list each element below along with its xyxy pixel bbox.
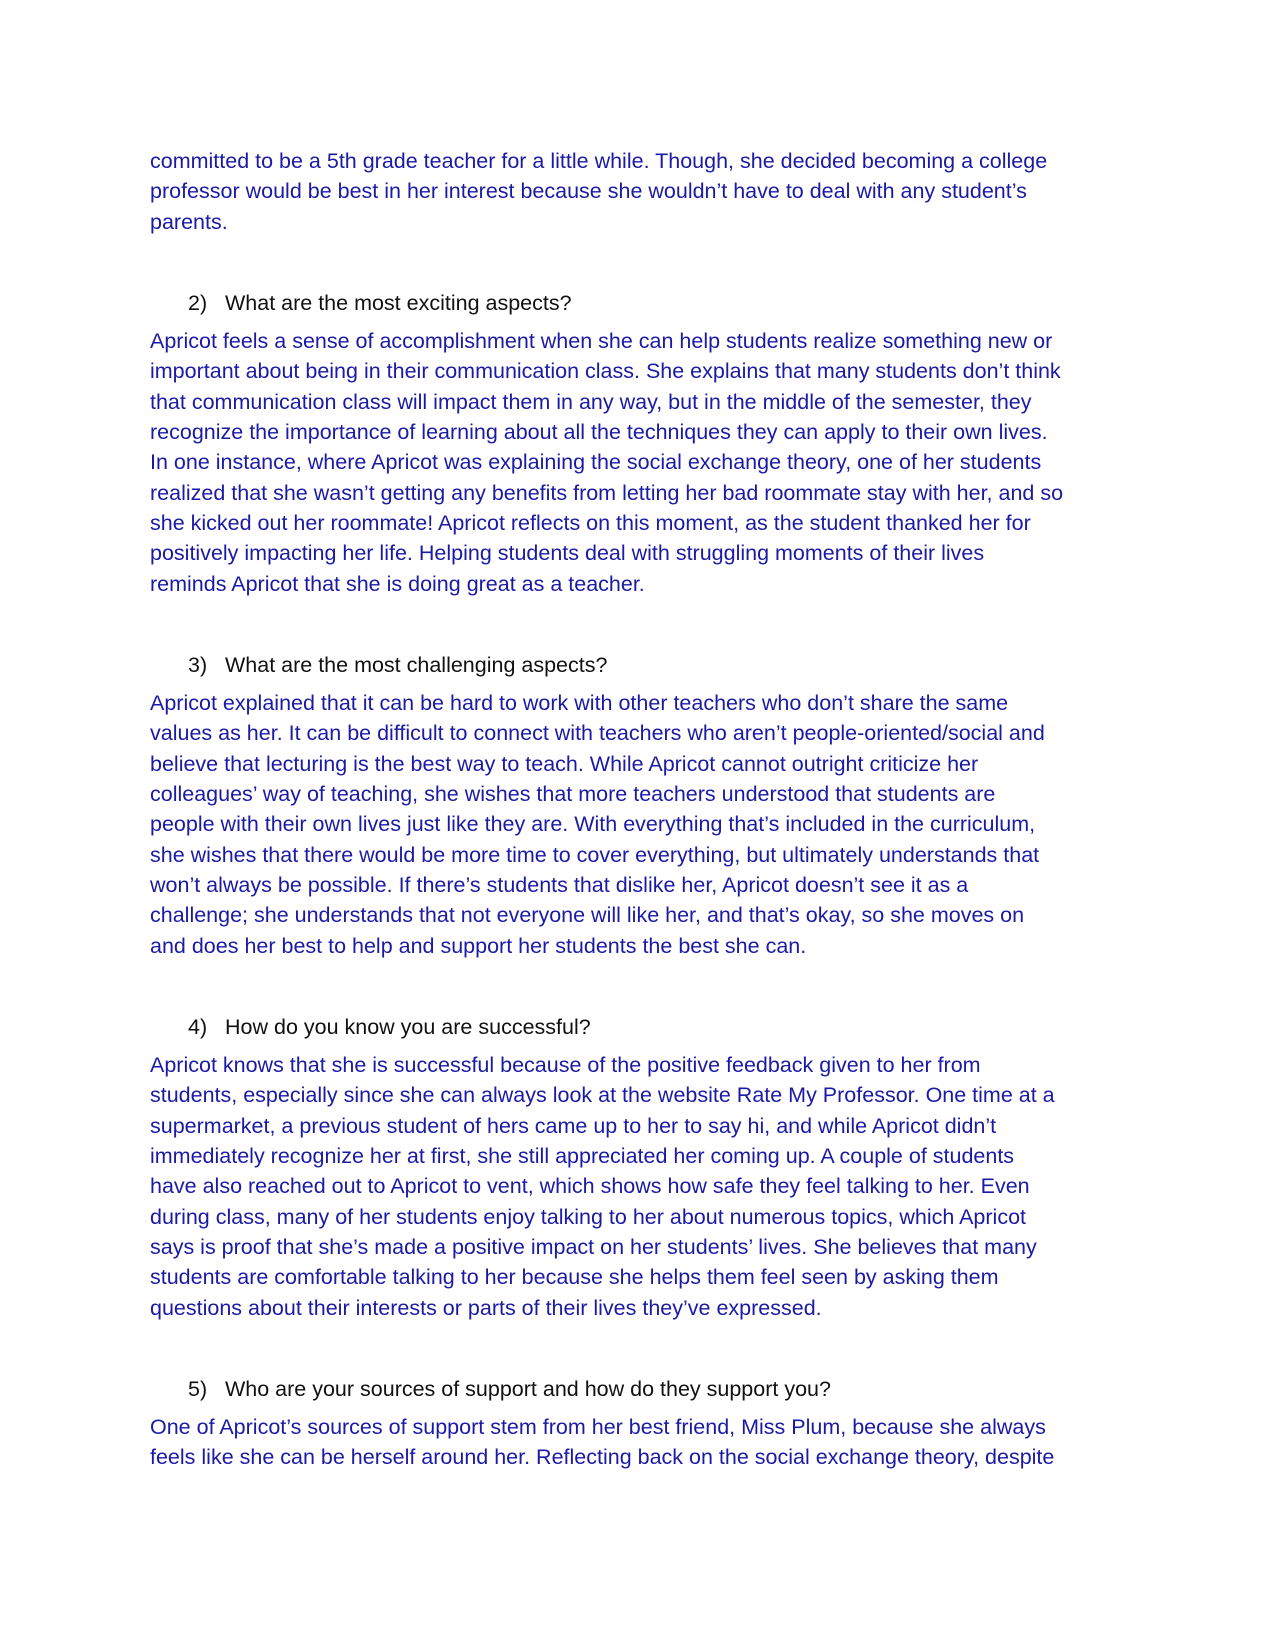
answer-line: supermarket, a previous student of hers came up to her to say hi, and while Apricot didn’t — [150, 1113, 997, 1138]
answer-line: realized that she wasn’t getting any benefits from letting her bad roommate stay with her, and so — [150, 480, 1064, 505]
answer-line: people with their own lives just like they are. With everything that’s included in the curriculum, — [150, 812, 1036, 837]
answer-line: and does her best to help and support her students the best she can. — [150, 933, 807, 958]
question-5 — [150, 1374, 1135, 1404]
answer-line: committed to be a 5th grade teacher for a little while. Though, she decided becoming a college — [150, 149, 1048, 173]
answer-line: immediately recognize her at first, she still appreciated her coming up. A couple of students — [150, 1144, 1015, 1169]
answer-line: colleagues’ way of teaching, she wishes that more teachers understood that students are — [150, 782, 996, 807]
answer-line: says is proof that she’s made a positive impact on her students’ lives. She believes that many — [150, 1234, 1037, 1259]
answer-line: questions about their interests or parts of their lives they’ve expressed. — [150, 1295, 822, 1320]
answer-line: believe that lecturing is the best way to teach. While Apricot cannot outright criticize her — [150, 751, 979, 776]
answer-line: In one instance, where Apricot was explaining the social exchange theory, one of her students — [150, 450, 1042, 475]
answer-line: Apricot knows that she is successful because of the positive feedback given to her from — [150, 1053, 981, 1078]
question-number: 2) — [188, 290, 208, 315]
answer-line: that communication class will impact them in any way, but in the middle of the semester, they — [150, 389, 1032, 414]
question-4 — [150, 1012, 1135, 1042]
answer-line: professor would be best in her interest because she wouldn’t have to deal with any student’s — [150, 179, 1027, 204]
question-text: What are the most challenging aspects? — [225, 652, 608, 677]
answer-line: values as her. It can be difficult to connect with teachers who aren’t people-oriented/social and — [150, 721, 1045, 746]
answer-5 — [150, 1412, 1135, 1473]
answer-line: won’t always be possible. If there’s students that dislike her, Apricot doesn’t see it as a — [150, 872, 969, 897]
answer-2 — [150, 326, 1135, 599]
answer-line: feels like she can be herself around her. Reflecting back on the social exchange theory, despite — [150, 1445, 1055, 1470]
question-2 — [150, 288, 1135, 318]
question-text: How do you know you are successful? — [225, 1014, 591, 1039]
answer-line: have also reached out to Apricot to vent, which shows how safe they feel talking to her. Even — [150, 1174, 1030, 1199]
answer-line: Apricot feels a sense of accomplishment when she can help students realize something new or — [150, 329, 1053, 354]
answer-line: during class, many of her students enjoy talking to her about numerous topics, which Apricot — [150, 1204, 1026, 1229]
answer-4 — [150, 1050, 1135, 1323]
document-body — [150, 146, 1135, 1473]
answer-line: she wishes that there would be more time to cover everything, but ultimately understands that — [150, 842, 1040, 867]
answer-line: Apricot explained that it can be hard to work with other teachers who don’t share the same — [150, 691, 1009, 716]
intro-answer — [150, 146, 1135, 237]
question-text: Who are your sources of support and how do they support you? — [225, 1376, 831, 1401]
answer-3 — [150, 688, 1135, 961]
answer-line: reminds Apricot that she is doing great as a teacher. — [150, 571, 645, 596]
question-3 — [150, 650, 1135, 680]
answer-line: recognize the importance of learning about all the techniques they can apply to their own lives. — [150, 420, 1048, 445]
question-number: 5) — [188, 1376, 208, 1401]
answer-line: positively impacting her life. Helping students deal with struggling moments of their lives — [150, 541, 985, 566]
answer-line: students are comfortable talking to her because she helps them feel seen by asking them — [150, 1265, 999, 1290]
answer-line: important about being in their communication class. She explains that many students don’t think — [150, 359, 1061, 384]
answer-line: students, especially since she can always look at the website Rate My Professor. One time at a — [150, 1083, 1055, 1108]
question-number: 3) — [188, 652, 208, 677]
answer-line: challenge; she understands that not everyone will like her, and that’s okay, so she moves on — [150, 903, 1025, 928]
question-number: 4) — [188, 1014, 208, 1039]
answer-line: One of Apricot’s sources of support stem from her best friend, Miss Plum, because she always — [150, 1415, 1046, 1440]
question-text: What are the most exciting aspects? — [225, 290, 572, 315]
answer-line: parents. — [150, 209, 228, 234]
answer-line: she kicked out her roommate! Apricot reflects on this moment, as the student thanked her for — [150, 510, 1031, 535]
